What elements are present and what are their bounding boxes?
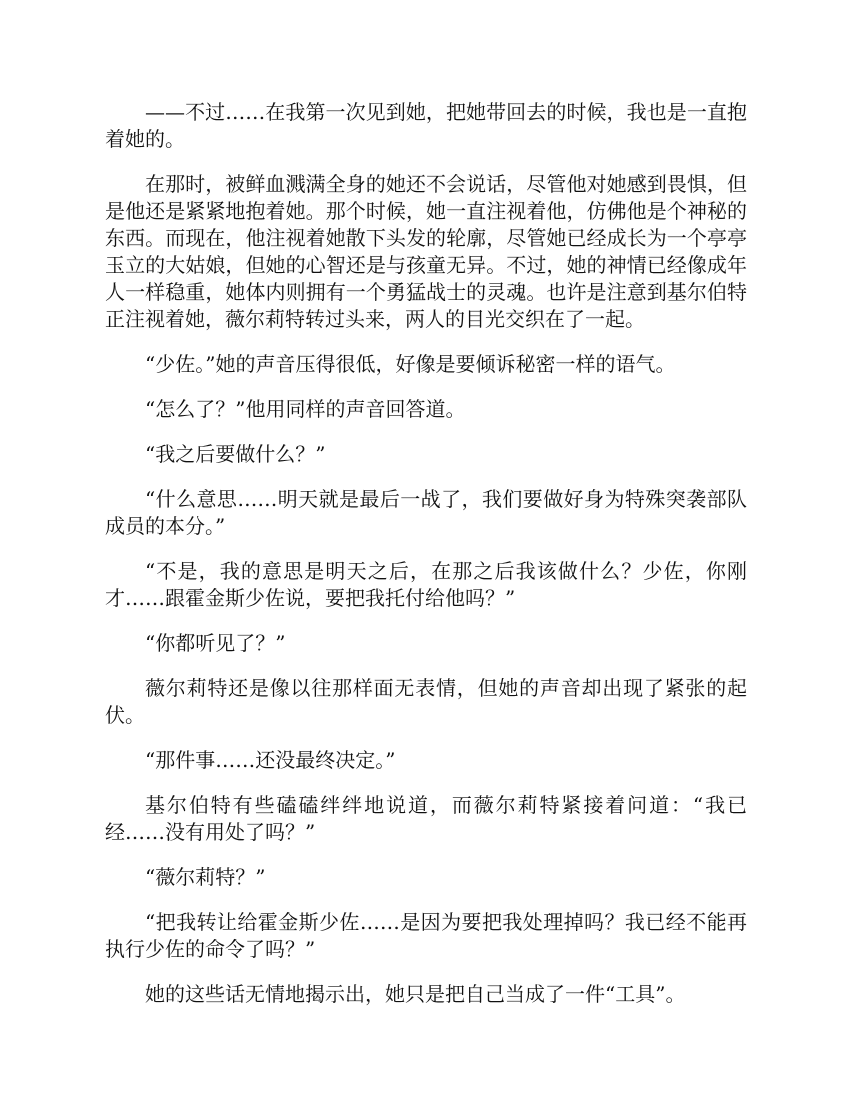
- paragraph: 在那时，被鲜血溅满全身的她还不会说话，尽管他对她感到畏惧，但是他还是紧紧地抱着她。那个时候，她一直注视着他，仿佛他是个神秘的东西。而现在，他注视着她散下头发的轮廓，尽管她已经成长为一个亭亭玉立的大姑娘，但她的心智还是与孩童无异。不过，她的神情已经像成年人一样稳重，她体内则拥有一个勇猛战士的灵魂。也许是注意到基尔伯特正注视着她，薇尔莉特转过头来，两人的目光交织在了一起。: [105, 172, 747, 331]
- paragraph: “什么意思……明天就是最后一战了，我们要做好身为特殊突袭部队成员的本分。”: [105, 487, 747, 538]
- body-text: [105, 99, 747, 1026]
- paragraph: 薇尔莉特还是像以往那样面无表情，但她的声音却出现了紧张的起伏。: [105, 676, 747, 727]
- paragraph: ——不过……在我第一次见到她，把她带回去的时候，我也是一直抱着她的。: [105, 100, 747, 151]
- paragraph: “把我转让给霍金斯少佐……是因为要把我处理掉吗？我已经不能再执行少佐的命令了吗？”: [105, 910, 747, 961]
- paragraph: “不是，我的意思是明天之后，在那之后我该做什么？少佐，你刚才……跟霍金斯少佐说，要把我托付给他吗？”: [105, 559, 747, 610]
- paragraph: “那件事……还没最终决定。”: [145, 748, 396, 772]
- paragraph: “少佐。”她的声音压得很低，好像是要倾诉秘密一样的语气。: [145, 352, 676, 376]
- paragraph: “我之后要做什么？”: [145, 442, 326, 466]
- paragraph: “你都听见了？”: [145, 631, 286, 655]
- paragraph: “怎么了？”他用同样的声音回答道。: [145, 397, 466, 421]
- paragraph: “薇尔莉特？”: [145, 865, 266, 889]
- paragraph: 她的这些话无情地揭示出，她只是把自己当成了一件“工具”。: [145, 982, 686, 1006]
- paragraph: 基尔伯特有些磕磕绊绊地说道，而薇尔莉特紧接着问道：“我已经……没有用处了吗？”: [105, 793, 747, 844]
